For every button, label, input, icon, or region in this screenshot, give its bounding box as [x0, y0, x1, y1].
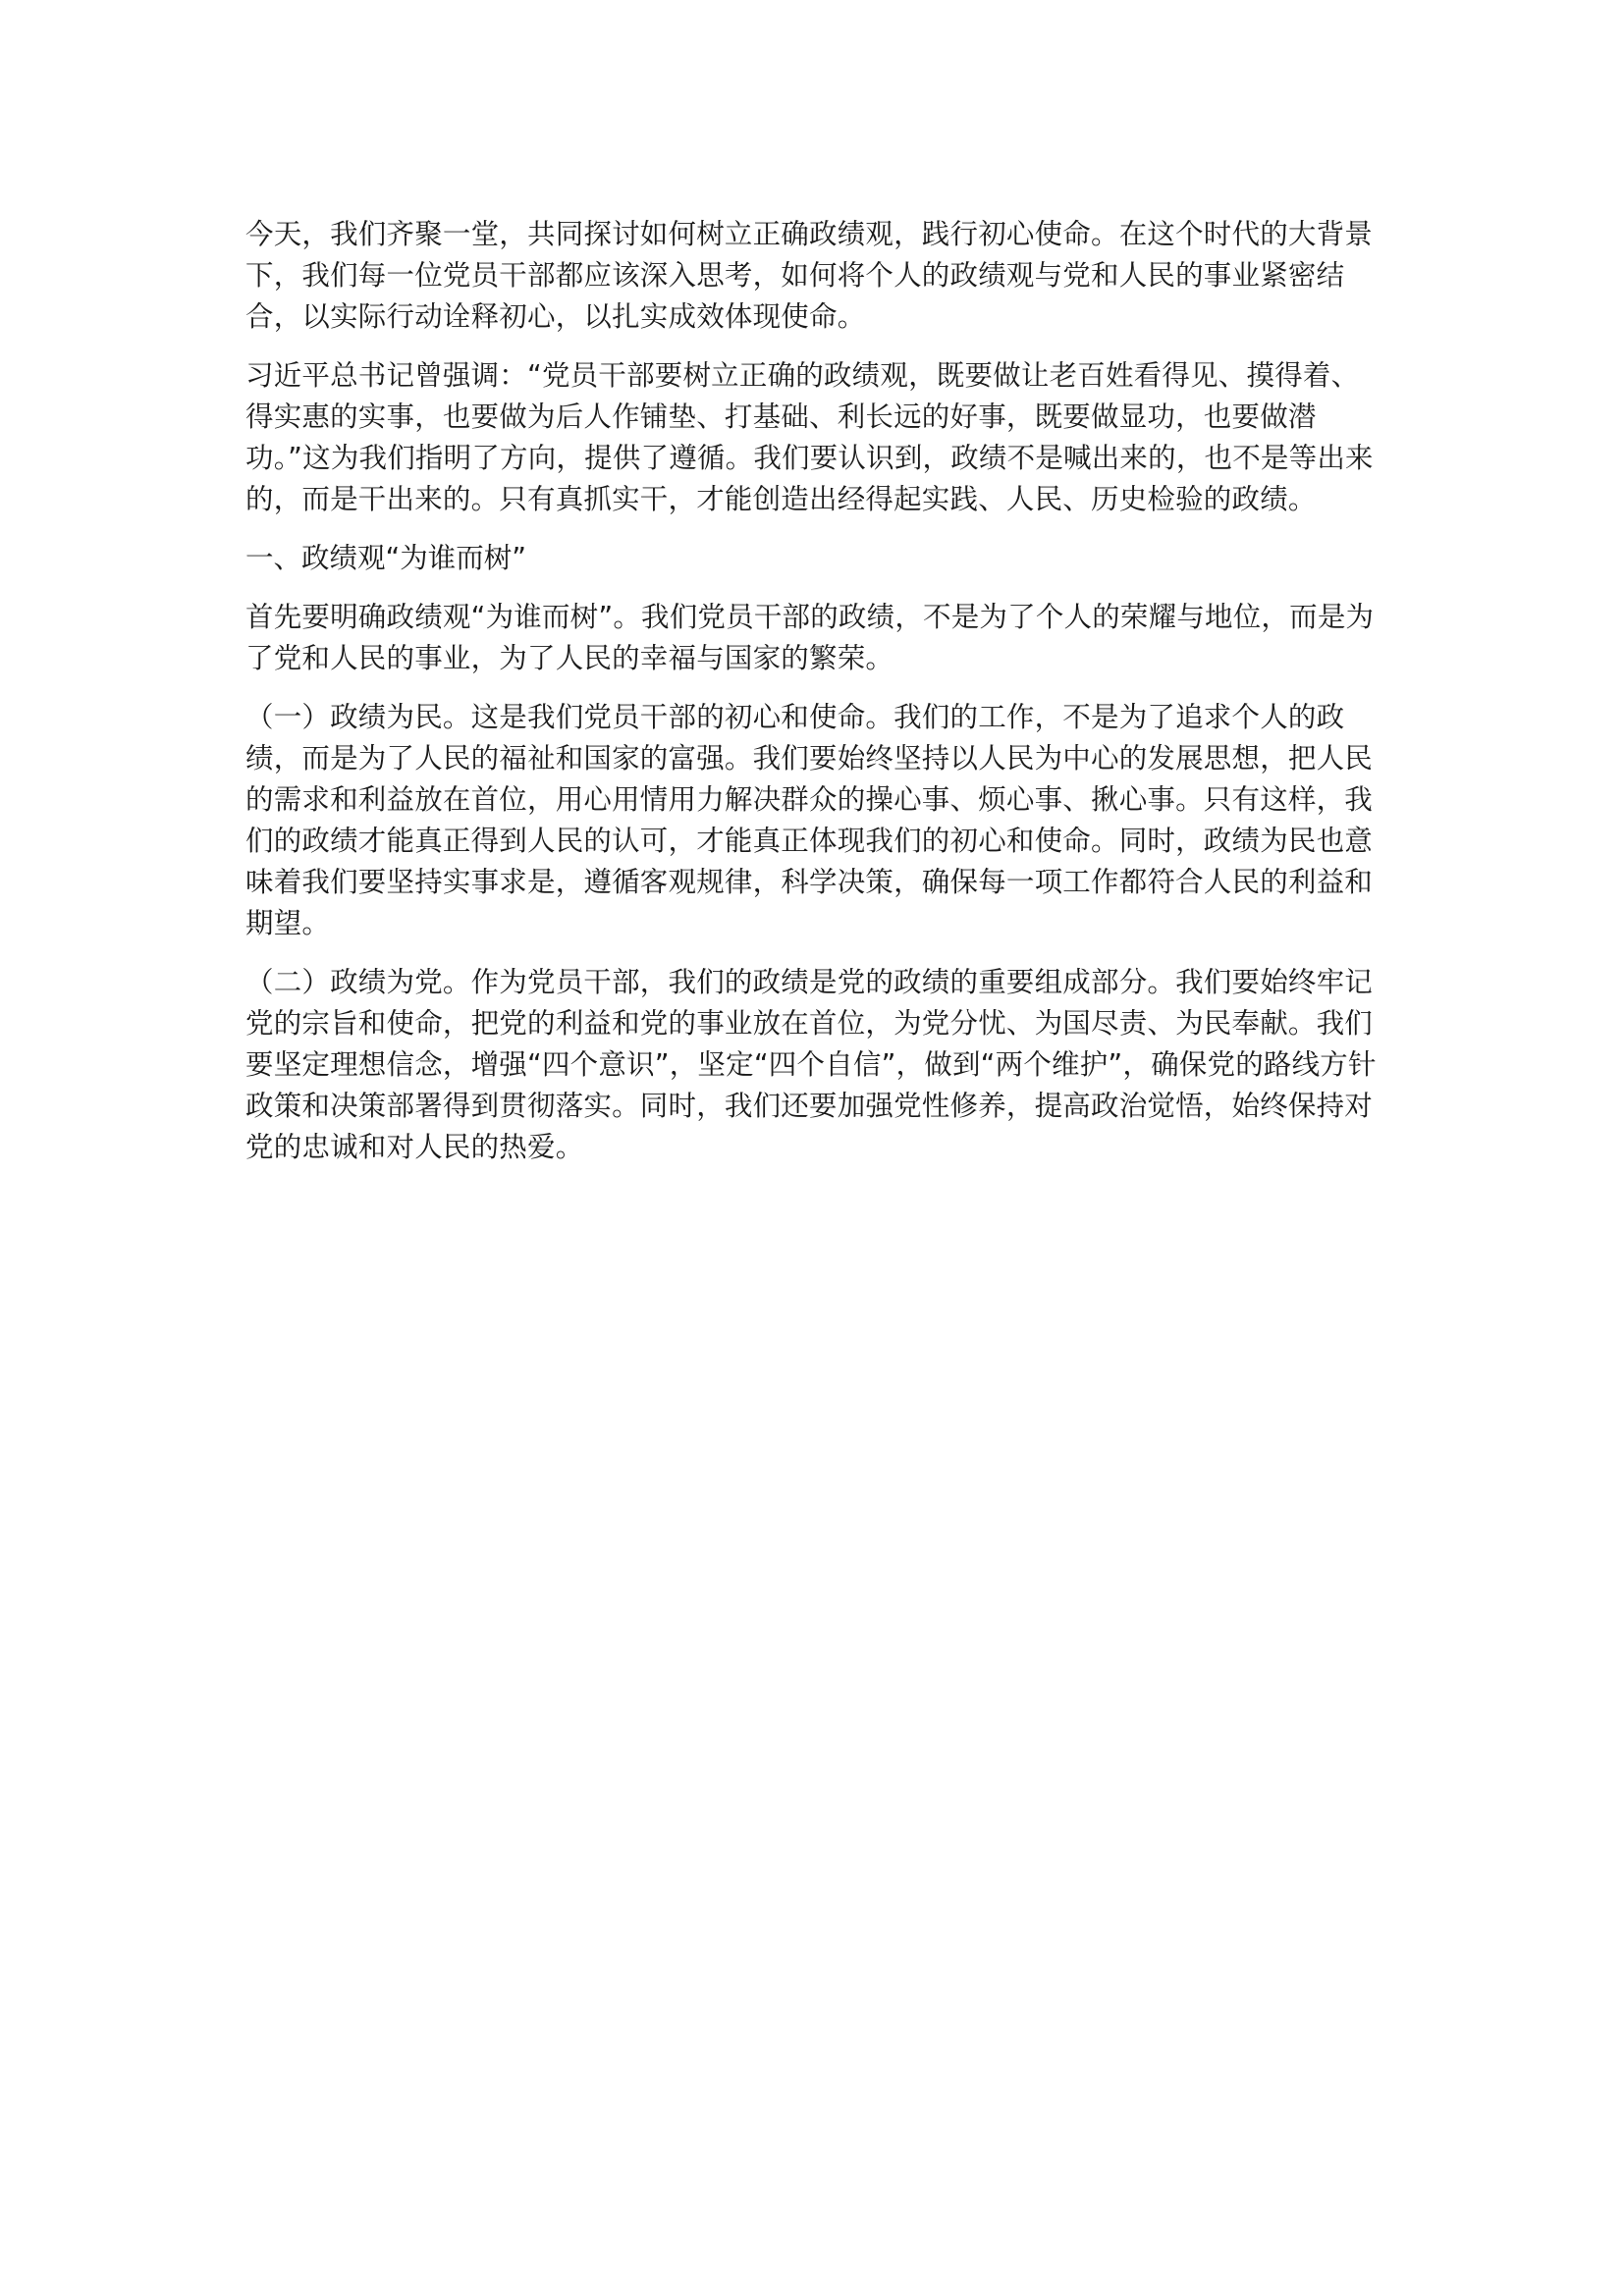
document-body [245, 214, 1384, 1186]
paragraph-quote: 习近平总书记曾强调：“党员干部要树立正确的政绩观，既要做让老百姓看得见、摸得着、得实惠的实事，也要做为后人作铺垫、打基础、利长远的好事，既要做显功，也要做潜功。”这为我们指明了方向，提供了遵循。我们要认识到，政绩不是喊出来的，也不是等出来的，而是干出来的。只有真抓实干，才能创造出经得起实践、人民、历史检验的政绩。 [245, 359, 1374, 515]
paragraph-subsection-party: （二）政绩为党。作为党员干部，我们的政绩是党的政绩的重要组成部分。我们要始终牢记党的宗旨和使命，把党的利益和党的事业放在首位，为党分忧、为国尽责、为民奉献。我们要坚定理想信念，增强“四个意识”，坚定“四个自信”，做到“两个维护”，确保党的路线方针政策和决策部署得到贯彻落实。同时，我们还要加强党性修养，提高政治觉悟，始终保持对党的忠诚和对人民的热爱。 [245, 966, 1377, 1163]
paragraph-subsection-people: （一）政绩为民。这是我们党员干部的初心和使命。我们的工作，不是为了追求个人的政绩，而是为了人民的福祉和国家的富强。我们要始终坚持以人民为中心的发展思想，把人民的需求和利益放在首位，用心用情用力解决群众的操心事、烦心事、揪心事。只有这样，我们的政绩才能真正得到人民的认可，才能真正体现我们的初心和使命。同时，政绩为民也意味着我们要坚持实事求是，遵循客观规律，科学决策，确保每一项工作都符合人民的利益和期望。 [245, 701, 1374, 939]
section-heading: 一、政绩观“为谁而树” [245, 542, 527, 574]
paragraph-intro: 今天，我们齐聚一堂，共同探讨如何树立正确政绩观，践行初心使命。在这个时代的大背景下，我们每一位党员干部都应该深入思考，如何将个人的政绩观与党和人民的事业紧密结合，以实际行动诠释初心，以扎实成效体现使命。 [245, 218, 1374, 333]
paragraph-section-intro: 首先要明确政绩观“为谁而树”。我们党员干部的政绩，不是为了个人的荣耀与地位，而是为了党和人民的事业，为了人民的幸福与国家的繁荣。 [245, 601, 1375, 674]
